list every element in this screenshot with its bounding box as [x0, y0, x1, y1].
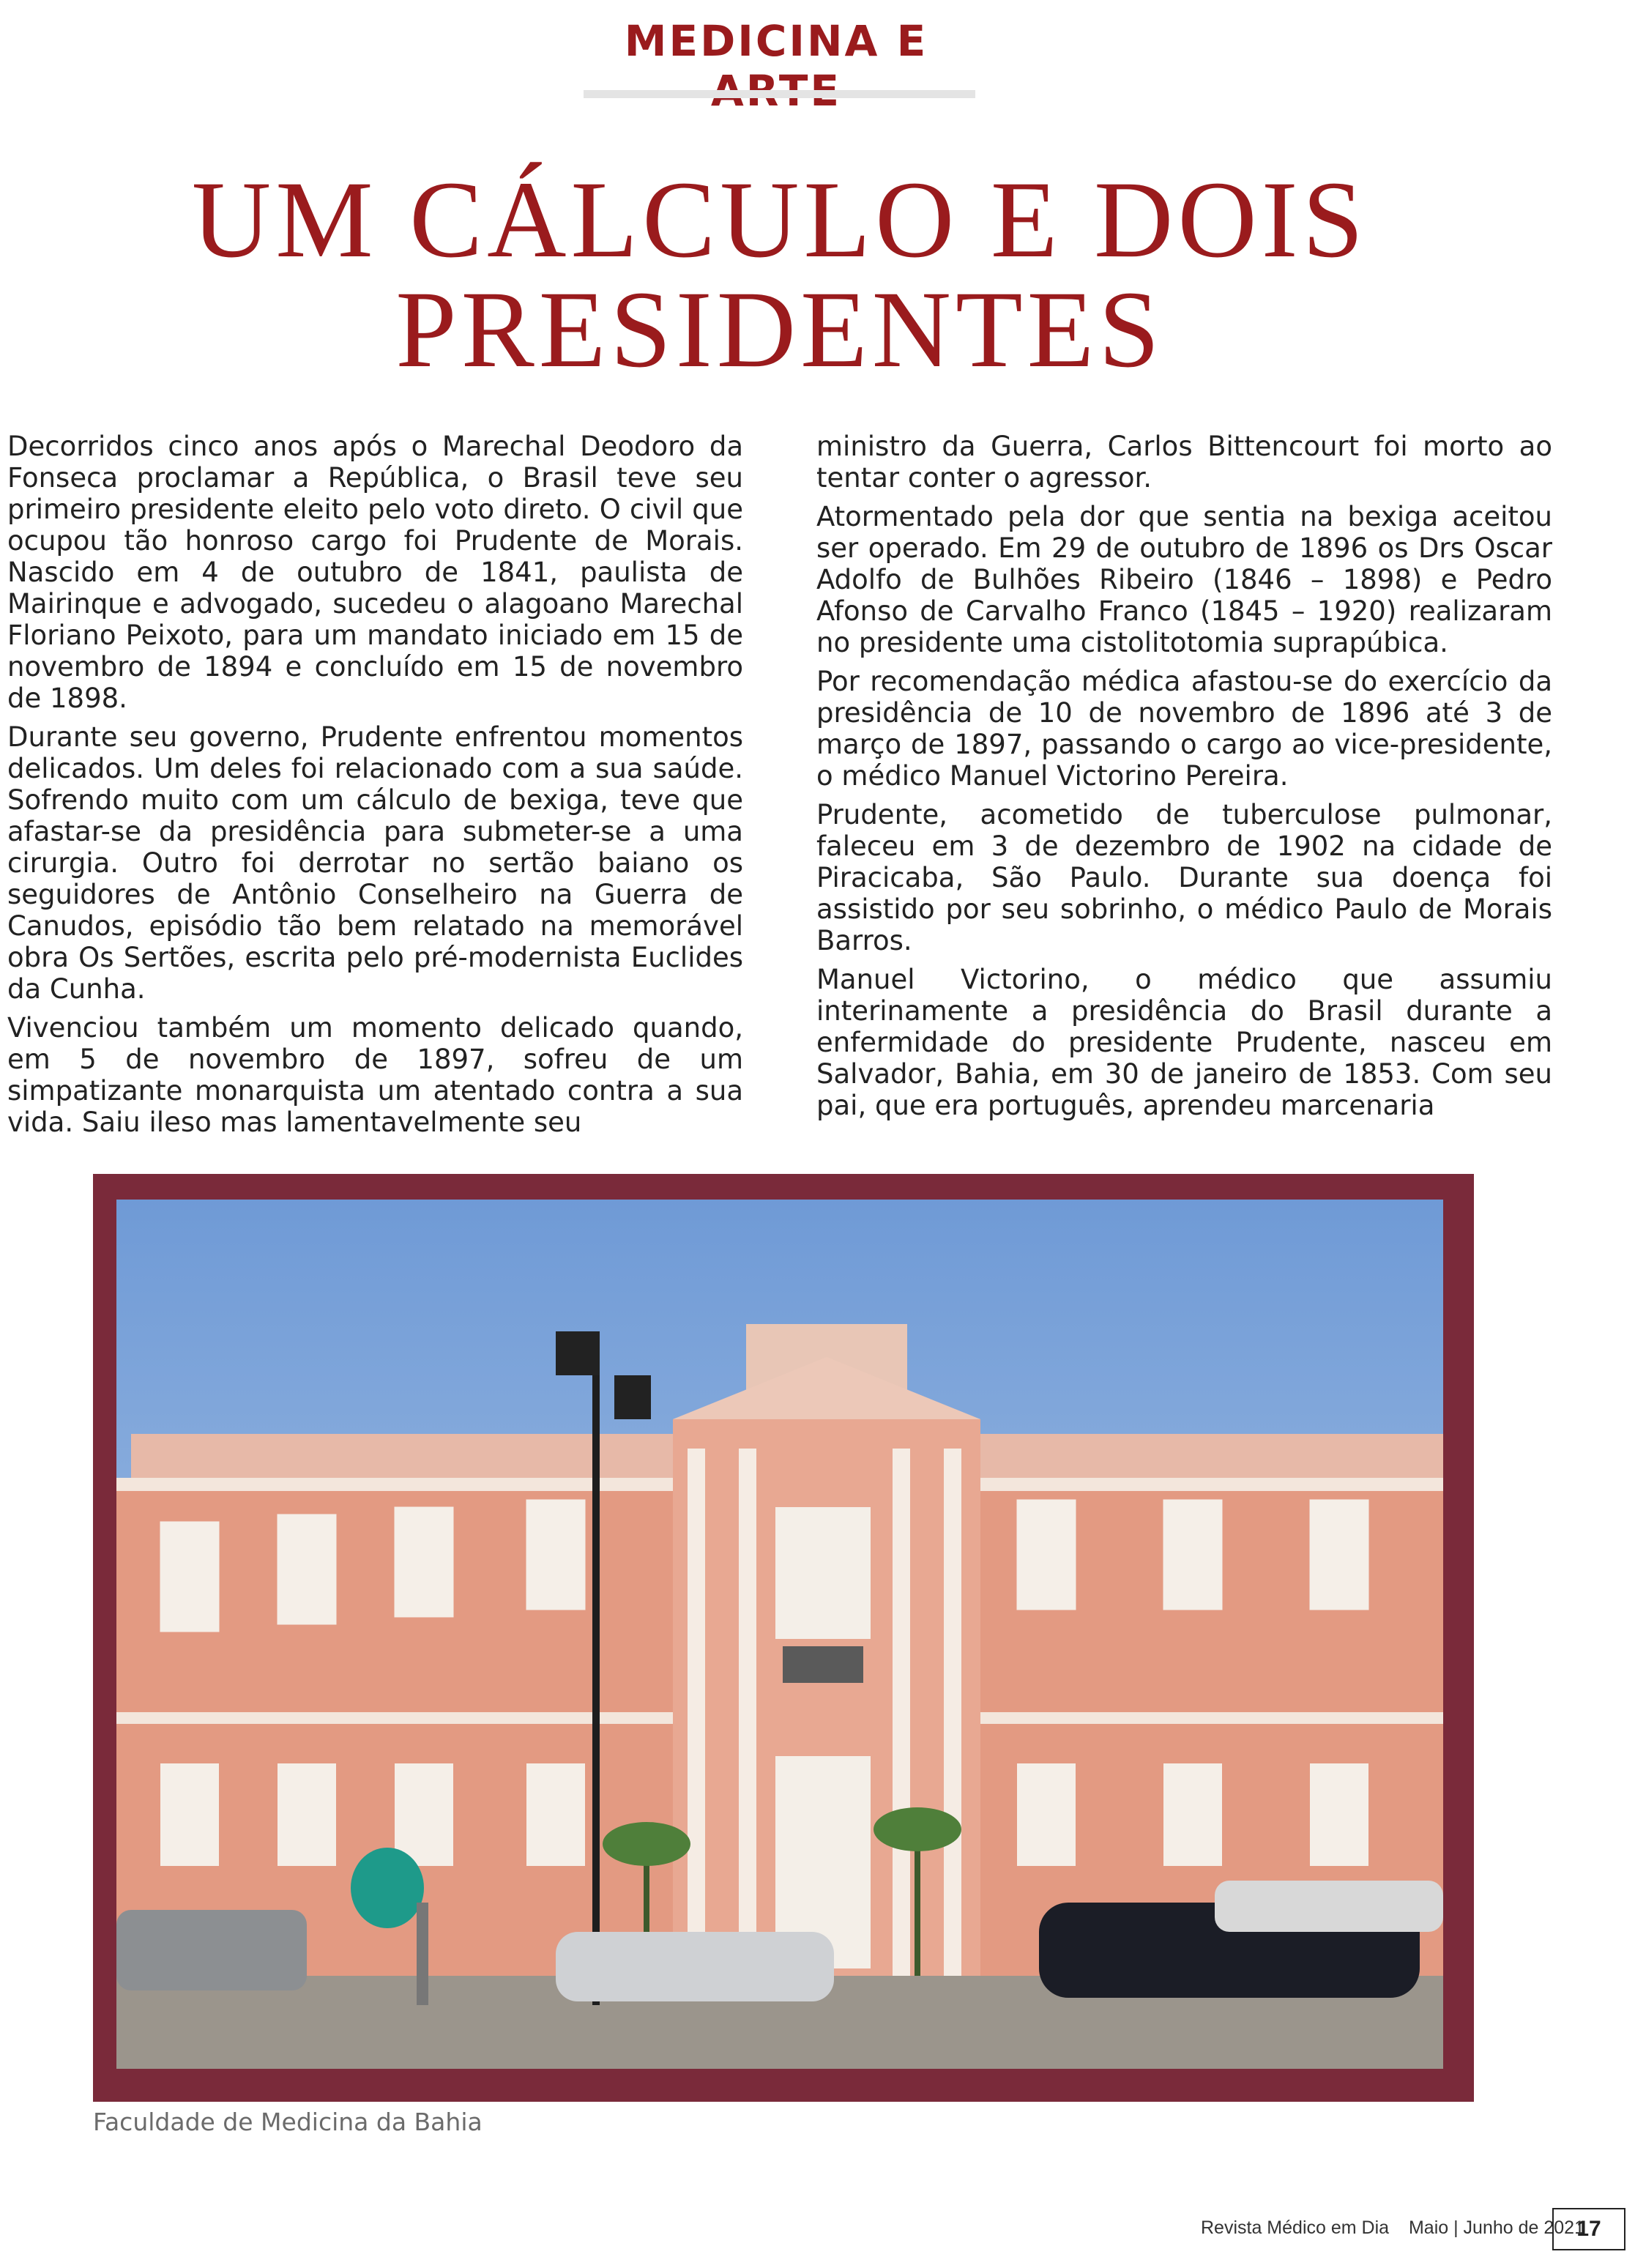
- page-footer: [1201, 2217, 1584, 2239]
- building-photo: [116, 1200, 1443, 2069]
- paragraph: ministro da Guerra, Carlos Bittencourt foi morto ao tentar conter o agressor.: [816, 431, 1552, 494]
- paragraph: Decorridos cinco anos após o Marechal Deodoro da Fonseca proclamar a República, o Brasil teve seu primeiro presidente eleito pelo voto direto. O civil que ocupou tão honroso cargo foi Prudente de Morais. Nascido em 4 de outubro de 1841, paulista de Mairinque e advogado, sucedeu o alagoano Marechal Floriano Peixoto, para um mandato iniciado em 15 de novembro de 1894 e concluído em 15 de novembro de 1898.: [7, 431, 743, 714]
- paragraph: Atormentado pela dor que sentia na bexiga aceitou ser operado. Em 29 de outubro de 1896 os Drs Oscar Adolfo de Bulhões Ribeiro (1846 – 1898) e Pedro Afonso de Carvalho Franco (1845 – 1920) realizaram no presidente uma cistolitotomia suprapúbica.: [816, 501, 1552, 658]
- paragraph: Por recomendação médica afastou-se do exercício da presidência de 10 de novembro de 1896 até 3 de março de 1897, passando o cargo ao vice-presidente, o médico Manuel Victorino Pereira.: [816, 666, 1552, 792]
- section-label: MEDICINA E: [624, 16, 928, 66]
- article-title: [88, 159, 1472, 390]
- photo-frame: [93, 1174, 1474, 2102]
- title-line-1: UM CÁLCULO E DOIS: [191, 159, 1368, 280]
- paragraph: Vivenciou também um momento delicado quando, em 5 de novembro de 1897, sofreu de um simpatizante monarquista um atentado contra a sua vida. Saiu ileso mas lamentavelmente seu: [7, 1012, 743, 1138]
- title-line-2: PRESIDENTES: [395, 269, 1164, 390]
- building-illustration: [116, 1200, 1443, 2069]
- paragraph: Manuel Victorino, o médico que assumiu interinamente a presidência do Brasil durante a enfermidade do presidente Prudente, nasceu em Salvador, Bahia, em 30 de janeiro de 1853. Com seu pai, que era português, aprendeu marcenaria: [816, 964, 1552, 1121]
- publication-name: Revista Médico em Dia: [1201, 2217, 1390, 2238]
- article-column-left: [7, 431, 743, 1145]
- issue-date: Maio | Junho de 2021: [1408, 2217, 1584, 2238]
- paragraph: Prudente, acometido de tuberculose pulmonar, faleceu em 3 de dezembro de 1902 na cidade de Piracicaba, São Paulo. Durante sua doença foi assistido por seu sobrinho, o médico Paulo de Morais Barros.: [816, 799, 1552, 956]
- page-number: 17: [1552, 2208, 1625, 2250]
- section-divider: [584, 90, 975, 98]
- photo-caption: Faculdade de Medicina da Bahia: [93, 2108, 483, 2136]
- article-column-right: [816, 431, 1552, 1129]
- paragraph: Durante seu governo, Prudente enfrentou momentos delicados. Um deles foi relacionado com a sua saúde. Sofrendo muito com um cálculo de bexiga, teve que afastar-se da presidência para submeter-se a uma cirurgia. Outro foi derrotar no sertão baiano os seguidores de Antônio Conselheiro na Guerra de Canudos, episódio tão bem relatado na memorável obra Os Sertões, escrita pelo pré-modernista Euclides da Cunha.: [7, 721, 743, 1005]
